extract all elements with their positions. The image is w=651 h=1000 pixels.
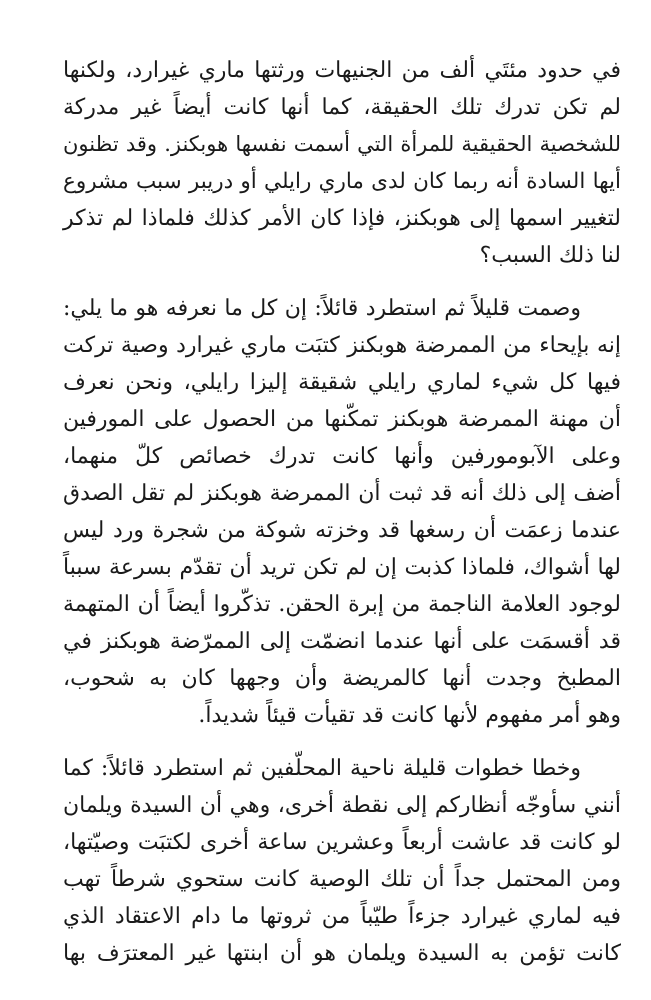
text-line: لنا ذلك السبب؟ [479, 243, 621, 268]
text-line: عندما زعمَت أن رسغها قد وخزته شوكة من شجرة ورد ليس [63, 518, 621, 543]
text-line: للشخصية الحقيقية للمرأة التي أسمت نفسها هوبكنز. وقد تظنون [63, 132, 621, 156]
text-line: ومن المحتمل جداً أن تلك الوصية كانت ستحوي شرطاً تهب [63, 867, 621, 892]
text-line: أنني سأوجّه أنظاركم إلى نقطة أخرى، وهي أن السيدة ويلمان [63, 793, 621, 818]
text-line: لتغيير اسمها إلى هوبكنز، فإذا كان الأمر كذلك فلماذا لم تذكر [63, 206, 621, 231]
text-line: وصمت قليلاً ثم استطرد قائلاً: إن كل ما نعرفه هو ما يلي: [63, 296, 581, 321]
text-line: وخطا خطوات قليلة ناحية المحلّفين ثم استطرد قائلاً: كما [63, 756, 581, 781]
text-line: المطبخ وجدت أنها كالمريضة وأن وجهها كان به شحوب، [63, 666, 621, 691]
text-line: كانت تؤمن به السيدة ويلمان هو أن ابنتها غير المعترَف بها [63, 941, 621, 966]
text-line: أن مهنة الممرضة هوبكنز تمكّنها من الحصول على المورفين [63, 407, 621, 432]
text-line: وهو أمر مفهوم لأنها كانت قد تقيأت قيئاً شديداً. [198, 703, 621, 728]
text-line: فيه لماري غيرارد جزءاً طيّباً من ثروتها ما دام الاعتقاد الذي [63, 904, 621, 929]
paragraph [63, 290, 621, 734]
text-line: لوجود العلامة الناجمة من إبرة الحقن. تذكّروا أيضاً أن المتهمة [63, 592, 621, 617]
text-line: لو كانت قد عاشت أربعاً وعشرين ساعة أخرى لكتبَت وصيّتها، [63, 830, 621, 855]
paragraph-spacer [63, 274, 621, 290]
text-line: قد أقسمَت على أنها عندما انضمّت إلى الممرّضة هوبكنز في [63, 629, 621, 654]
text-line: لها أشواك، فلماذا كذبت إن لم تكن تريد أن تقدّم بسرعة سبباً [63, 555, 621, 580]
text-line: إنه بإيحاء من الممرضة هوبكنز كتبَت ماري غيرارد وصية تركت [63, 333, 621, 358]
text-line: وعلى الآبومورفين وأنها كانت تدرك خصائص كلّ منهما، [63, 444, 621, 469]
text-line: لم تكن تدرك تلك الحقيقة، كما أنها كانت أيضاً غير مدركة [63, 95, 621, 120]
text-line: أيها السادة أنه ربما كان لدى ماري رايلي أو دريبر سبب مشروع [63, 169, 621, 194]
book-page [63, 52, 621, 972]
paragraph [63, 750, 621, 972]
text-line: أضف إلى ذلك أنه قد ثبت أن الممرضة هوبكنز لم تقل الصدق [63, 481, 621, 506]
text-line: في حدود مئتَي ألف من الجنيهات ورثتها ماري غيرارد، ولكنها [63, 58, 621, 83]
text-line: فيها كل شيء لماري رايلي شقيقة إليزا رايلي، ونحن نعرف [63, 370, 621, 395]
paragraph-spacer [63, 734, 621, 750]
paragraph [63, 52, 621, 274]
